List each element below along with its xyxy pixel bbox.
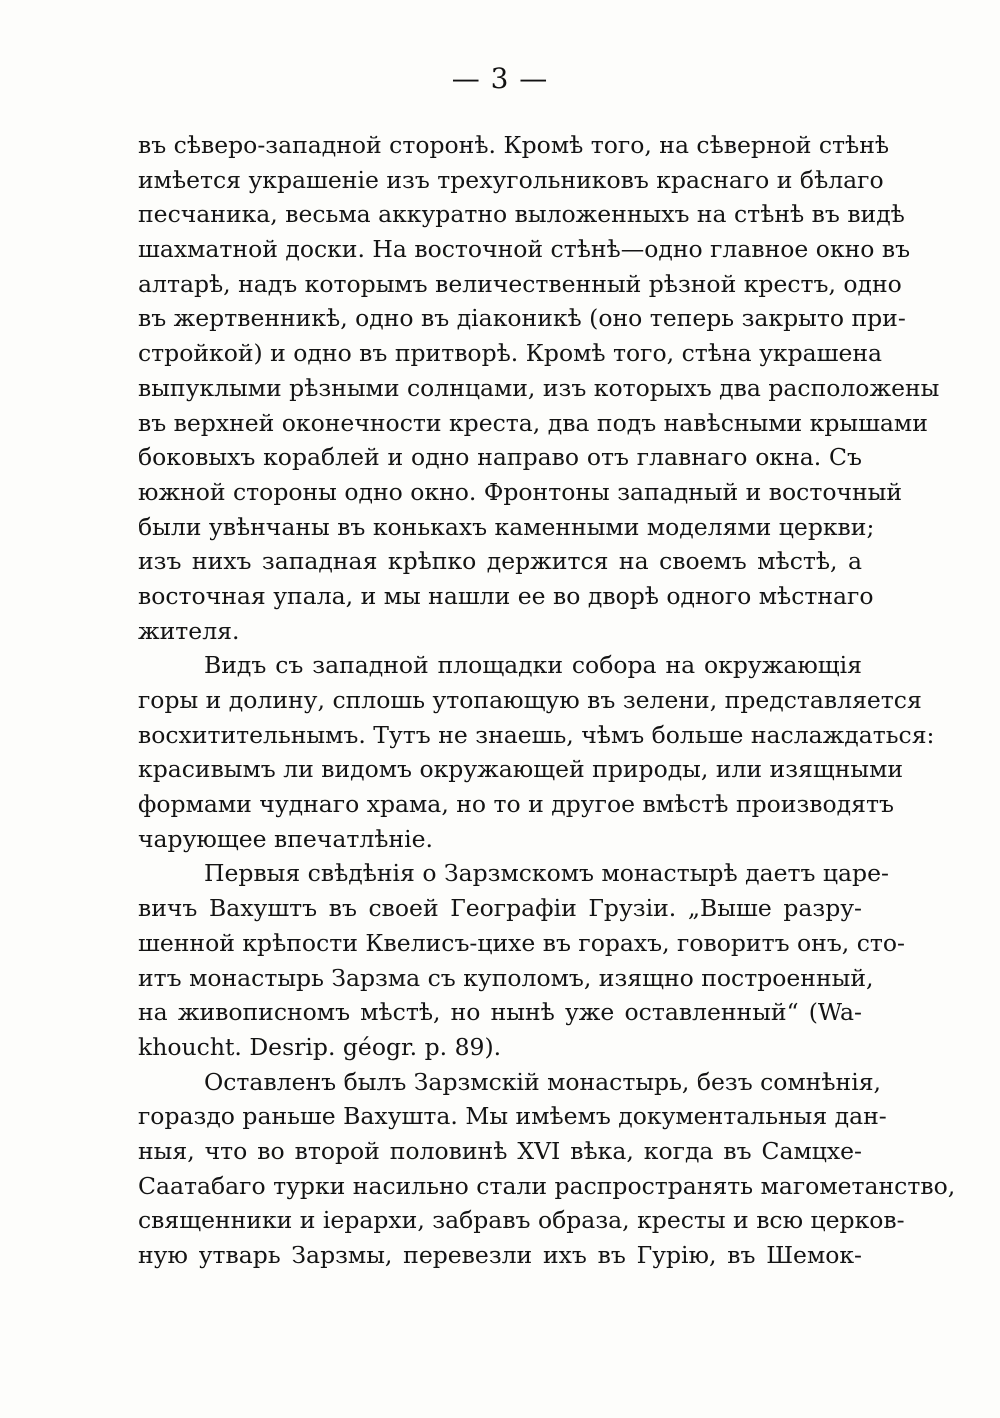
text-line: въ сѣверо-западной сторонѣ. Кромѣ того, на сѣверной стѣнѣ: [138, 131, 890, 159]
text-line: выпуклыми рѣзными солнцами, изъ которыхъ два расположены: [138, 373, 940, 402]
text-line: восточная упала, и мы нашли ее во дворѣ одного мѣстнаго: [138, 581, 874, 610]
text-line: песчаника, весьма аккуратно выложенныхъ на стѣнѣ въ видѣ: [138, 200, 905, 229]
text-line: красивымъ ли видомъ окружающей природы, или изящными: [138, 755, 904, 784]
text-line: алтарѣ, надъ которымъ величественный рѣзной крестъ, одно: [138, 269, 902, 298]
text-line: горы и долину, сплошь утопающую въ зелени, представляется: [138, 686, 922, 714]
text-line: на живописномъ мѣстѣ, но нынѣ уже оставленный“ (Wa-: [138, 998, 862, 1027]
text-line: шенной крѣпости Квелисъ-цихе въ горахъ, говоритъ онъ, сто-: [138, 928, 905, 957]
text-line: стройкой) и одно въ притворѣ. Кромѣ того, стѣна украшена: [138, 339, 883, 368]
text-line: итъ монастырь Зарзма съ куполомъ, изящно построенный,: [138, 963, 874, 992]
text-line: жителя.: [138, 616, 240, 645]
text-line: священники и іерархи, забравъ образа, кресты и всю церков-: [138, 1206, 905, 1235]
text-line: шахматной доски. На восточной стѣнѣ—одно главное окно въ: [138, 235, 911, 264]
text-line: въ верхней оконечности креста, два подъ навѣсными крышами: [138, 408, 928, 437]
text-line: khoucht. Desrip. géogr. p. 89).: [138, 1032, 502, 1061]
text-line: въ жертвенникѣ, одно въ діаконикѣ (оно теперь закрыто при-: [138, 304, 906, 333]
text-line: Видъ съ западной площадки собора на окружающія: [204, 651, 862, 680]
text-line: Саатабаго турки насильно стали распространять магометанство,: [138, 1171, 956, 1200]
text-line: Оставленъ былъ Зарзмскій монастырь, безъ сомнѣнія,: [204, 1067, 882, 1096]
text-line: были увѣнчаны въ конькахъ каменными моделями церкви;: [138, 512, 875, 541]
text-line: Первыя свѣдѣнія о Зарзмскомъ монастырѣ даетъ царе-: [204, 859, 889, 888]
text-line: ную утварь Зарзмы, перевезли ихъ въ Гурію, въ Шемок-: [138, 1241, 862, 1269]
text-line: ныя, что во второй половинѣ XVI вѣка, когда въ Самцхе-: [138, 1136, 862, 1165]
text-line: боковыхъ кораблей и одно направо отъ главнаго окна. Съ: [138, 443, 862, 472]
text-line: вичъ Вахуштъ въ своей Географіи Грузіи. „Выше разру-: [138, 894, 862, 923]
text-line: имѣется украшеніе изъ трехугольниковъ краснаго и бѣлаго: [138, 165, 884, 194]
text-line: гораздо раньше Вахушта. Мы имѣемъ документальныя дан-: [138, 1102, 887, 1131]
text-line: формами чуднаго храма, но то и другое вмѣстѣ производятъ: [138, 790, 894, 819]
text-line: южной стороны одно окно. Фронтоны западный и восточный: [138, 477, 903, 506]
text-line: чарующее впечатлѣніе.: [138, 824, 434, 853]
text-line: изъ нихъ западная крѣпко держится на своемъ мѣстѣ, а: [138, 547, 862, 576]
page-number: — 3 —: [451, 62, 549, 95]
text-line: восхитительнымъ. Тутъ не знаешь, чѣмъ больше наслаждаться:: [138, 720, 935, 749]
body-text: [138, 128, 956, 1273]
